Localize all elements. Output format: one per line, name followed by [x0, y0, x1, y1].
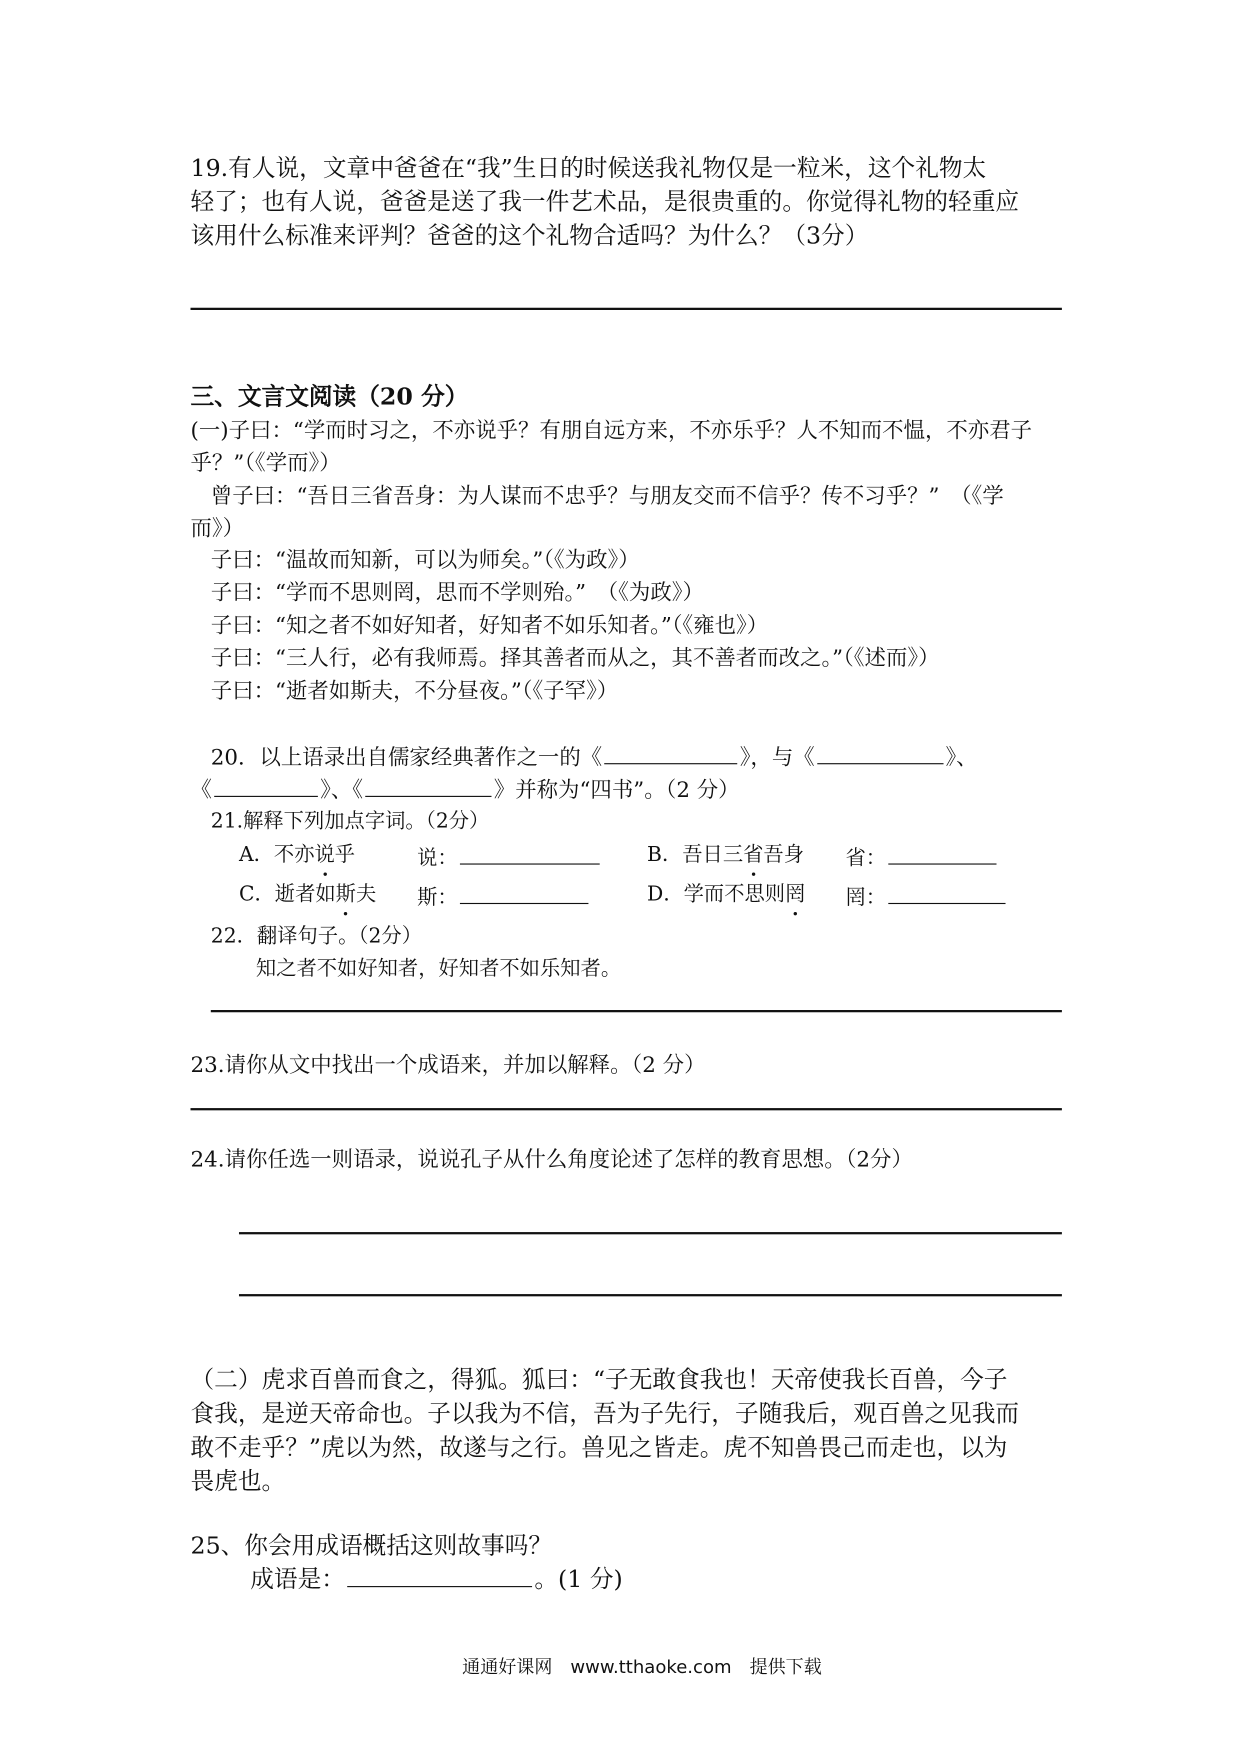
- q20-line-2: [191, 773, 740, 806]
- q21-item-a-answer: [417, 841, 602, 874]
- q21-b-label: 省：: [845, 846, 887, 871]
- q20-text: 》，与《: [739, 745, 815, 770]
- q24-answer-line-2[interactable]: [239, 1294, 1062, 1296]
- q25-suffix: 。(1 分): [534, 1565, 623, 1593]
- q21-item-c: [239, 880, 376, 909]
- q22-title: 22．翻译句子。（2分）: [210, 924, 423, 949]
- q25-label: 成语是：: [250, 1565, 345, 1593]
- passage1-line-2: 乎？”（《学而》）: [190, 450, 341, 476]
- q21-title: 21.解释下列加点字词。（2分）: [210, 809, 490, 834]
- q21-c-label: 斯：: [417, 886, 458, 910]
- q21-item-c-answer: [417, 880, 591, 913]
- passage1-line-1: (一)子曰：“学而时习之，不亦说乎？有朋自远方来，不亦乐乎？人不知而不愠，不亦君子: [190, 418, 1033, 444]
- q24-answer-line-1[interactable]: [239, 1232, 1062, 1234]
- q21-item-d: [647, 880, 805, 909]
- q20-text: 《: [190, 777, 212, 803]
- q23-question: 23.请你从文中找出一个成语来，并加以解释。（2 分）: [190, 1052, 706, 1078]
- passage2-line-2: 而》）: [190, 516, 245, 542]
- q21-a-label: 说：: [417, 846, 458, 871]
- q21-b-blank[interactable]: [888, 841, 996, 865]
- q19-line-2: 轻了；也有人说，爸爸是送了我一件艺术品，是很贵重的。你觉得礼物的轻重应: [190, 188, 1020, 216]
- section-title: 三、文言文阅读（20 分）: [190, 382, 469, 411]
- dotted-char: 罔: [785, 880, 805, 909]
- q21-item-b-answer: [845, 841, 998, 874]
- q23-answer-line[interactable]: [191, 1108, 1062, 1110]
- passage2-line: （二）虎求百兽而食之，得狐。狐曰：“子无敢食我也！天帝使我长百兽，今子: [190, 1366, 1008, 1394]
- q21-d-blank[interactable]: [888, 880, 1005, 904]
- passage2-line: 敢不走乎？”虎以为然，故遂与之行。兽见之皆走。虎不知兽畏己而走也，以为: [190, 1433, 1008, 1461]
- q25-question: 25、你会用成语概括这则故事吗？: [190, 1531, 553, 1559]
- q20-blank-2[interactable]: [817, 741, 943, 765]
- q21-item-b: [647, 841, 804, 870]
- footer-text: 通通好课网 www.tthaoke.com 提供下载: [462, 1655, 822, 1678]
- q20-text: 》并称为“四书”。（2 分）: [493, 777, 740, 803]
- q21-c-text: 夫: [355, 882, 377, 907]
- passage2-line: 畏虎也。: [190, 1467, 286, 1495]
- q25-answer-row: [250, 1562, 622, 1596]
- q20-line-1: [211, 741, 978, 774]
- q20-blank-1[interactable]: [604, 741, 737, 765]
- q19-line-1: 19.有人说，文章中爸爸在“我”生日的时候送我礼物仅是一粒米，这个礼物太: [190, 154, 987, 182]
- q19-answer-line[interactable]: [191, 308, 1062, 310]
- q21-item-a: [239, 841, 355, 870]
- q21-a-text: 乎: [334, 843, 356, 867]
- q24-question: 24.请你任选一则语录，说说孔子从什么角度论述了怎样的教育思想。（2分）: [190, 1147, 913, 1173]
- quote-line: 子曰：“温故而知新，可以为师矣。”（《为政》）: [210, 547, 640, 573]
- passage2-line: 食我，是逆天帝命也。子以我为不信，吾为子先行，子随我后，观百兽之见我而: [190, 1400, 1020, 1428]
- q21-c-blank[interactable]: [460, 880, 589, 904]
- q21-item-d-answer: [845, 880, 1007, 913]
- q21-b-text: B．吾日三: [647, 843, 744, 867]
- quote-line: 子曰：“三人行，必有我师焉。择其善者而从之，其不善者而改之。”（《述而》）: [210, 645, 940, 671]
- q20-blank-3[interactable]: [214, 773, 318, 797]
- q22-answer-line[interactable]: [211, 1010, 1062, 1012]
- q21-a-blank[interactable]: [460, 841, 600, 865]
- dotted-char: 说: [315, 841, 335, 870]
- q19-line-3: 该用什么标准来评判？爸爸的这个礼物合适吗？为什么？（3分）: [190, 222, 869, 250]
- q20-blank-4[interactable]: [365, 773, 491, 797]
- q20-text: 20．以上语录出自儒家经典著作之一的《: [210, 745, 603, 770]
- q21-b-text: 吾身: [763, 843, 805, 867]
- quote-line: 子曰：“知之者不如好知者，好知者不如乐知者。”（《雍也》）: [210, 613, 769, 639]
- q21-c-text: C．逝者如: [238, 882, 336, 907]
- passage2-line-1: 曾子曰：“吾日三省吾身：为人谋而不忠乎？与朋友交而不信乎？传不习乎？” （《学: [210, 483, 1004, 509]
- q20-text: 》、《: [320, 777, 364, 803]
- q25-blank[interactable]: [347, 1563, 532, 1587]
- q22-sentence: 知之者不如好知者，好知者不如乐知者。: [255, 957, 622, 981]
- quote-line: 子曰：“学而不思则罔，思而不学则殆。” （《为政》）: [210, 580, 704, 606]
- q21-d-label: 罔：: [845, 886, 887, 910]
- dotted-char: 省: [743, 841, 763, 870]
- quote-line: 子曰：“逝者如斯夫，不分昼夜。”（《子罕》）: [210, 678, 619, 704]
- dotted-char: 斯: [336, 880, 356, 909]
- q21-a-text: A．不亦: [238, 843, 315, 867]
- q21-d-text: D．学而不思则: [647, 882, 786, 907]
- q20-text: 》、: [945, 745, 978, 770]
